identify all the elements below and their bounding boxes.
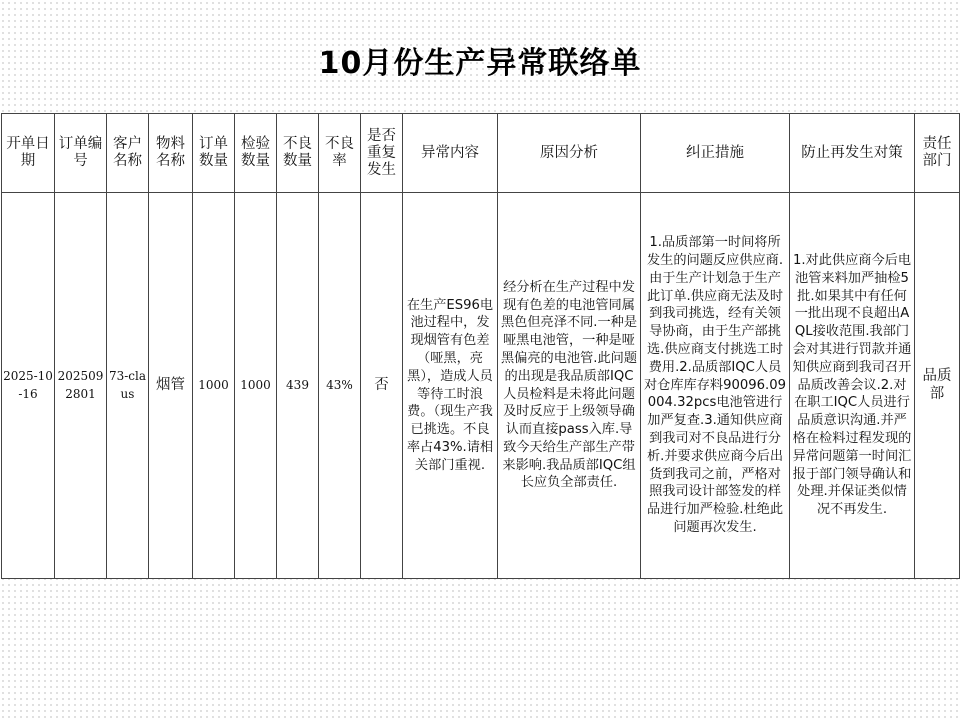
header-cause-analysis: 原因分析	[498, 114, 641, 193]
header-row	[2, 114, 960, 193]
cell-date: 2025-10-16	[2, 193, 55, 579]
cell-correction: 1.品质部第一时间将所发生的问题反应供应商.由于生产计划急于生产此订单.供应商无法及时到我司挑选，经有关领导协商，由于生产部挑选.供应商支付挑选工时费用.2.品质部IQC人员对仓库库存料90096.09004.32pcs电池管进行加严复查.3.通知供应商到我司对不良品进行分析.并要求供应商今后出货到我司之前，严格对照我司设计部签发的样品进行加严检验.杜绝此问题再次发生.	[641, 193, 790, 579]
header-material: 物料名称	[149, 114, 193, 193]
header-order-number: 订单编号	[55, 114, 107, 193]
cell-inspect-qty: 1000	[235, 193, 277, 579]
header-date: 开单日期	[2, 114, 55, 193]
header-order-qty: 订单数量	[193, 114, 235, 193]
cell-order-number: 2025092801	[55, 193, 107, 579]
cell-order-qty: 1000	[193, 193, 235, 579]
abnormality-report-table	[1, 113, 960, 579]
cell-customer: 73-claus	[107, 193, 149, 579]
page-title: 10月份生产异常联络单	[318, 46, 642, 81]
cell-department: 品质部	[915, 193, 960, 579]
header-prevention: 防止再发生对策	[790, 114, 915, 193]
cell-repeat: 否	[361, 193, 403, 579]
header-department: 责任部门	[915, 114, 960, 193]
header-abnormal-content: 异常内容	[403, 114, 498, 193]
header-defect-rate: 不良率	[319, 114, 361, 193]
cell-abnormal-content: 在生产ES96电池过程中，发现烟管有色差（哑黑，亮黑），造成人员等待工时浪费。（现生产我已挑选。不良率占43%.请相关部门重视.	[403, 193, 498, 579]
cell-prevention: 1.对此供应商今后电池管来料加严抽检5批.如果其中有任何一批出现不良超出AQL接收范围.我部门会对其进行罚款并通知供应商到我司召开品质改善会议.2.对在职工IQC人员进行品质意识沟通.并严格在检料过程发现的异常问题第一时间汇报于部门领导确认和处理.并保证类似情况不再发生.	[790, 193, 915, 579]
cell-cause-analysis: 经分析在生产过程中发现有色差的电池管同属黑色但亮泽不同.一种是哑黑电池管，一种是哑黑偏亮的电池管.此问题的出现是我品质部IQC人员检料是未将此问题及时反应于上级领导确认而直接pass入库.导致今天给生产部生产带来影响.我品质部IQC组长应负全部责任.	[498, 193, 641, 579]
table-row	[2, 193, 960, 579]
cell-defect-qty: 439	[277, 193, 319, 579]
header-correction: 纠正措施	[641, 114, 790, 193]
header-repeat: 是否重复发生	[361, 114, 403, 193]
header-defect-qty: 不良数量	[277, 114, 319, 193]
cell-defect-rate: 43%	[319, 193, 361, 579]
header-customer: 客户名称	[107, 114, 149, 193]
header-inspect-qty: 检验数量	[235, 114, 277, 193]
cell-material: 烟管	[149, 193, 193, 579]
